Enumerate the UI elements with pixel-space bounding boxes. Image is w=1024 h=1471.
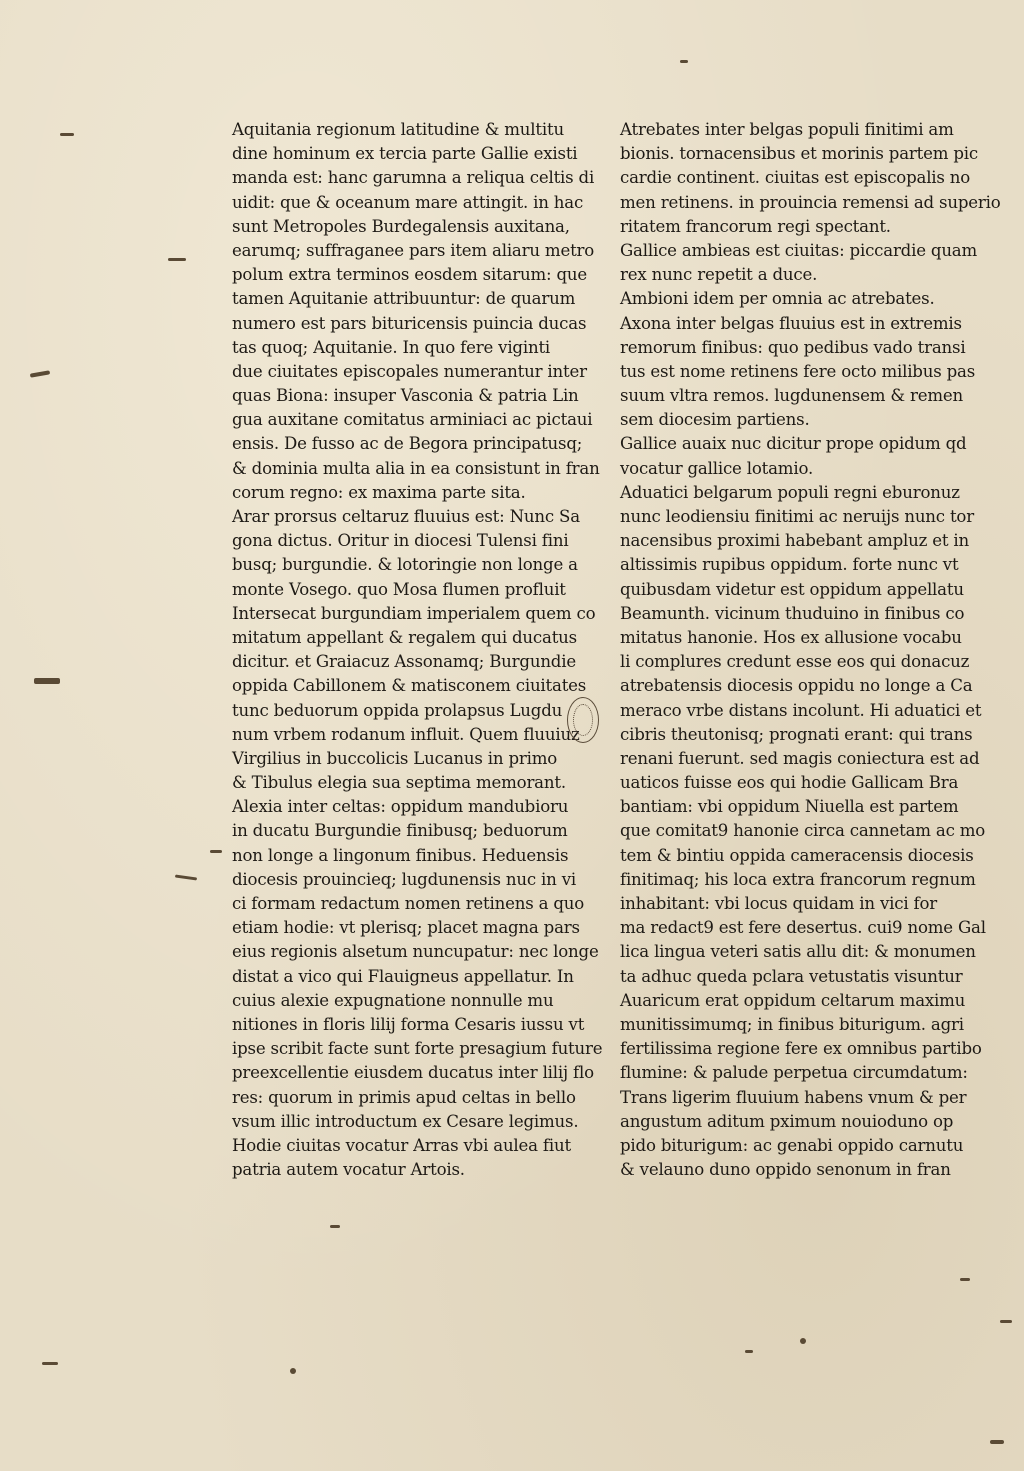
text-line: tas quoq; Aquitanie. In quo fere viginti — [232, 337, 551, 357]
margin-mark — [42, 1362, 58, 1365]
text-line: numero est pars bituricensis puincia ducas — [232, 313, 587, 333]
margin-mark — [960, 1278, 970, 1281]
text-line: in ducatu Burgundie finibusq; beduorum — [232, 821, 568, 841]
text-line: tunc beduorum oppida prolapsus Lugdu — [232, 700, 563, 720]
text-line: suum vltra remos. lugdunensem & remen — [620, 386, 963, 406]
text-line: bantiam: vbi oppidum Niuella est partem — [620, 797, 959, 817]
text-line: quibusdam videtur est oppidum appellatu — [620, 579, 964, 599]
margin-mark — [168, 258, 186, 261]
margin-mark — [210, 850, 222, 853]
text-line: polum extra terminos eosdem sitarum: que — [232, 265, 588, 285]
text-line: tus est nome retinens fere octo milibus pas — [620, 361, 976, 381]
text-line: fertilissima regione fere ex omnibus partibo — [620, 1039, 982, 1059]
text-line: altissimis rupibus oppidum. forte nunc vt — [620, 555, 959, 575]
text-line: res: quorum in primis apud celtas in bello — [232, 1087, 576, 1107]
text-line: Ambioni idem per omnia ac atrebates. — [620, 289, 935, 309]
text-line: ensis. De fusso ac de Begora principatusq; — [232, 434, 583, 454]
text-line: uidit: que & oceanum mare attingit. in hac — [232, 192, 584, 212]
text-line: Gallice ambieas est ciuitas: piccardie quam — [620, 240, 978, 260]
text-line: Beamunth. vicinum thuduino in finibus co — [620, 603, 965, 623]
text-line: monte Vosego. quo Mosa flumen profluit — [232, 579, 566, 599]
text-line: inhabitant: vbi locus quidam in vici for — [620, 894, 937, 913]
text-line: que comitat9 hanonie circa cannetam ac mo — [620, 821, 986, 841]
text-line: oppida Cabillonem & matisconem ciuitates — [232, 676, 587, 696]
text-line: eius regionis alsetum nuncupatur: nec longe — [232, 942, 599, 962]
text-line: nunc leodiensiu finitimi ac neruijs nunc tor — [620, 507, 974, 526]
text-line: Axona inter belgas fluuius est in extremis — [620, 313, 962, 333]
text-line: & dominia multa alia in ea consistunt in fran — [232, 458, 600, 478]
margin-mark — [175, 874, 197, 880]
text-line: atrebatensis diocesis oppidu no longe a Ca — [620, 676, 973, 696]
margin-mark — [1000, 1320, 1012, 1323]
text-line: gona dictus. Oritur in diocesi Tulensi fini — [232, 531, 569, 551]
text-line: ma redact9 est fere desertus. cui9 nome Gal — [620, 918, 986, 938]
text-line: dine hominum ex tercia parte Gallie existi — [232, 144, 578, 164]
text-line: Arar prorsus celtaruz fluuius est: Nunc Sa — [232, 507, 580, 526]
text-line: cibris theutonisq; prognati erant: qui trans — [620, 724, 973, 744]
text-line: num vrbem rodanum influit. Quem fluuiuz — [232, 724, 580, 744]
text-line: sunt Metropoles Burdegalensis auxitana, — [232, 216, 570, 236]
text-line: angustum aditum pximum nouioduno op — [620, 1111, 954, 1131]
text-line: mitatum appellant & regalem qui ducatus — [232, 627, 577, 647]
text-line: Atrebates inter belgas populi finitimi am — [620, 120, 954, 139]
margin-mark — [30, 370, 50, 377]
margin-mark — [745, 1350, 753, 1353]
text-line: ci formam redactum nomen retinens a quo — [232, 894, 585, 913]
text-line: Trans ligerim fluuium habens vnum & per — [620, 1087, 967, 1107]
text-line: Gallice auaix nuc dicitur prope opidum qd — [620, 434, 967, 454]
text-line: flumine: & palude perpetua circumdatum: — [620, 1063, 968, 1083]
text-line: Aquitania regionum latitudine & multitu — [232, 120, 564, 139]
text-line: ta adhuc queda pclara vetustatis visuntur — [620, 966, 963, 986]
text-line: due ciuitates episcopales numerantur inter — [232, 361, 587, 381]
text-line: rex nunc repetit a duce. — [620, 265, 818, 285]
text-line: tem & bintiu oppida cameracensis diocesis — [620, 845, 974, 865]
text-line: lica lingua veteri satis allu dit: & monumen — [620, 942, 976, 962]
text-line: munitissimumq; in finibus biturigum. agri — [620, 1014, 964, 1034]
text-line: & velauno duno oppido senonum in fran — [620, 1160, 951, 1180]
text-line: Alexia inter celtas: oppidum mandubioru — [232, 797, 569, 817]
text-line: remorum finibus: quo pedibus vado transi — [620, 337, 966, 357]
text-line: patria autem vocatur Artois. — [232, 1160, 465, 1180]
margin-mark — [60, 133, 74, 136]
text-line: tamen Aquitanie attribuuntur: de quarum — [232, 289, 576, 309]
text-line: etiam hodie: vt plerisq; placet magna pars — [232, 918, 580, 938]
text-line: & Tibulus elegia sua septima memorant. — [232, 773, 566, 793]
text-line: uaticos fuisse eos qui hodie Gallicam Bra — [620, 773, 959, 793]
text-line: Virgilius in buccolicis Lucanus in primo — [232, 748, 558, 768]
text-line: dicitur. et Graiacuz Assonamq; Burgundie — [232, 652, 576, 672]
text-line: quas Biona: insuper Vasconia & patria Lin — [232, 386, 579, 406]
margin-mark — [330, 1225, 340, 1228]
left-text-column — [232, 118, 603, 1182]
margin-mark — [800, 1338, 806, 1344]
text-line: finitimaq; his loca extra francorum regnum — [620, 869, 976, 889]
text-line: vsum illic introductum ex Cesare legimus. — [232, 1111, 579, 1131]
text-line: manda est: hanc garumna a reliqua celtis di — [232, 168, 595, 188]
text-line: cardie continent. ciuitas est episcopalis no — [620, 168, 971, 188]
text-line: corum regno: ex maxima parte sita. — [232, 482, 526, 502]
library-stamp — [567, 697, 599, 743]
text-line: Aduatici belgarum populi regni eburonuz — [620, 482, 960, 502]
text-line: Intersecat burgundiam imperialem quem co — [232, 603, 596, 623]
text-line: sem diocesim partiens. — [620, 410, 810, 430]
text-line: ipse scribit facte sunt forte presagium future — [232, 1039, 603, 1059]
text-line: busq; burgundie. & lotoringie non longe a — [232, 555, 578, 575]
margin-mark — [680, 60, 688, 63]
text-line: nacensibus proximi habebant ampluz et in — [620, 531, 970, 551]
text-line: meraco vrbe distans incolunt. Hi aduatici et — [620, 700, 982, 720]
text-line: ritatem francorum regi spectant. — [620, 216, 891, 236]
text-line: gua auxitane comitatus arminiaci ac pictaui — [232, 410, 593, 430]
text-line: distat a vico qui Flauigneus appellatur. In — [232, 966, 574, 986]
text-line: nitiones in floris lilij forma Cesaris iussu vt — [232, 1014, 585, 1034]
margin-mark — [990, 1440, 1004, 1444]
text-line: renani fuerunt. sed magis coniectura est ad — [620, 748, 980, 768]
text-line: diocesis prouincieq; lugdunensis nuc in vi — [232, 869, 577, 889]
text-line: cuius alexie expugnatione nonnulle mu — [232, 990, 554, 1010]
right-text-column — [620, 118, 1001, 1182]
text-line: pido biturigum: ac genabi oppido carnutu — [620, 1135, 964, 1155]
text-line: Auaricum erat oppidum celtarum maximu — [620, 990, 966, 1010]
text-line: bionis. tornacensibus et morinis partem pic — [620, 144, 978, 164]
text-line: earumq; suffraganee pars item aliaru metro — [232, 240, 595, 260]
text-line: vocatur gallice lotamio. — [620, 458, 814, 478]
text-line: li complures credunt esse eos qui donacuz — [620, 652, 970, 672]
text-line: non longe a lingonum finibus. Heduensis — [232, 845, 569, 865]
text-line: men retinens. in prouincia remensi ad superio — [620, 192, 1001, 212]
text-line: Hodie ciuitas vocatur Arras vbi aulea fiut — [232, 1135, 571, 1155]
margin-mark — [290, 1368, 296, 1374]
margin-mark — [34, 678, 60, 684]
text-line: preexcellentie eiusdem ducatus inter lilij flo — [232, 1063, 594, 1083]
text-line: mitatus hanonie. Hos ex allusione vocabu — [620, 627, 962, 647]
